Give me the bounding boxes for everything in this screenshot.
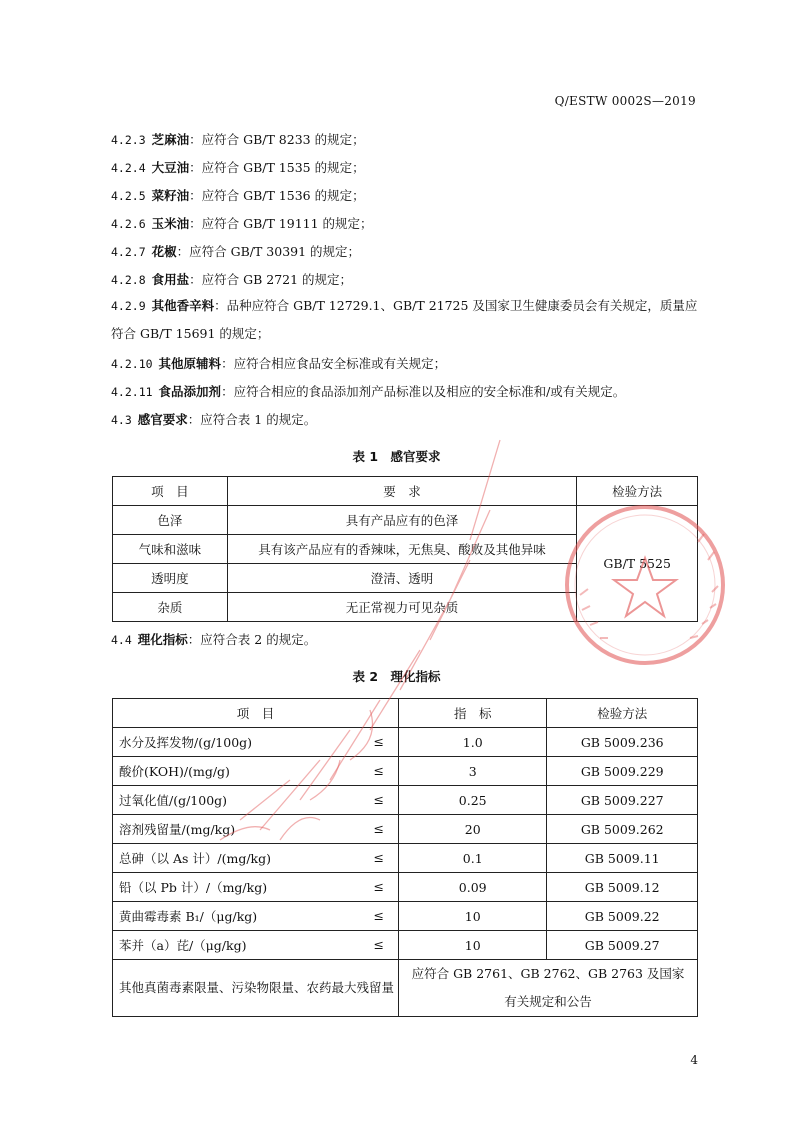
clause-number: 4.2.4 — [111, 161, 146, 175]
row-method: GB 5009.22 — [547, 902, 698, 931]
row-item-label: 黄曲霉毒素 B₁/（μg/kg) — [119, 909, 258, 924]
row-value: 20 — [399, 815, 547, 844]
clause-text: ：应符合表 2 的规定。 — [187, 632, 317, 647]
clause-title: 食品添加剂 — [158, 384, 222, 399]
le-symbol: ≤ — [373, 908, 385, 923]
row-value: 3 — [399, 757, 547, 786]
clause-4-2-4 — [111, 158, 365, 176]
row-item-label: 水分及挥发物/(g/100g) — [119, 735, 253, 750]
clause-text: ：应符合相应的食品添加剂产品标准以及相应的安全标准和/或有关规定。 — [221, 384, 626, 399]
clause-number: 4.2.3 — [111, 133, 146, 147]
row-item-label: 铅（以 Pb 计）/（mg/kg) — [119, 880, 268, 895]
row-item — [113, 815, 399, 844]
row-method: GB 5009.27 — [547, 931, 698, 960]
clause-number: 4.4 — [111, 633, 132, 647]
clause-text: ：应符合 GB/T 8233 的规定； — [189, 132, 365, 147]
table-header-row — [113, 699, 698, 728]
row-value: 0.25 — [399, 786, 547, 815]
table-row — [113, 815, 698, 844]
row-value-merged: 应符合 GB 2761、GB 2762、GB 2763 及国家有关规定和公告 — [399, 960, 698, 1017]
table-1-caption: 表 1 感官要求 — [352, 449, 441, 464]
row-value: 0.1 — [399, 844, 547, 873]
clause-number: 4.2.10 — [111, 357, 153, 371]
le-symbol: ≤ — [373, 792, 385, 807]
clause-4-2-5 — [111, 186, 365, 204]
clause-title: 大豆油 — [151, 160, 190, 175]
header-item: 项 目 — [113, 477, 228, 506]
table-row — [113, 786, 698, 815]
header-method: 检验方法 — [547, 699, 698, 728]
clause-4-2-7 — [111, 242, 360, 260]
clause-title: 食用盐 — [151, 272, 190, 287]
header-method: 检验方法 — [577, 477, 698, 506]
le-symbol: ≤ — [373, 763, 385, 778]
le-symbol: ≤ — [373, 821, 385, 836]
row-method: GB 5009.11 — [547, 844, 698, 873]
sensory-table — [112, 476, 698, 622]
row-requirement: 具有产品应有的色泽 — [227, 506, 577, 535]
table-row — [113, 873, 698, 902]
page-number: 4 — [690, 1053, 698, 1067]
clause-title: 理化指标 — [137, 632, 188, 647]
row-item-label: 过氧化值/(g/100g) — [119, 793, 228, 808]
table-row — [113, 757, 698, 786]
physicochemical-table — [112, 698, 698, 1017]
clause-title: 玉米油 — [151, 216, 190, 231]
row-item: 透明度 — [113, 564, 228, 593]
row-item — [113, 844, 399, 873]
le-symbol: ≤ — [373, 850, 385, 865]
row-item — [113, 902, 399, 931]
clause-number: 4.2.5 — [111, 189, 146, 203]
row-item — [113, 786, 399, 815]
clause-title: 芝麻油 — [151, 132, 190, 147]
row-item: 色泽 — [113, 506, 228, 535]
clause-text: ：应符合 GB/T 19111 的规定； — [189, 216, 373, 231]
table-row — [113, 902, 698, 931]
clause-title: 其他香辛料 — [151, 298, 215, 313]
row-item — [113, 728, 399, 757]
clause-text: ：应符合表 1 的规定。 — [187, 412, 317, 427]
clause-4-2-11 — [111, 382, 625, 400]
row-value: 1.0 — [399, 728, 547, 757]
row-method: GB 5009.229 — [547, 757, 698, 786]
clause-number: 4.2.7 — [111, 245, 146, 259]
clause-number: 4.3 — [111, 413, 132, 427]
document-code: Q/ESTW 0002S—2019 — [554, 94, 696, 108]
table-row — [113, 506, 698, 535]
table-row — [113, 844, 698, 873]
table-row — [113, 931, 698, 960]
row-method: GB 5009.236 — [547, 728, 698, 757]
le-symbol: ≤ — [373, 734, 385, 749]
row-item: 杂质 — [113, 593, 228, 622]
row-requirement: 具有该产品应有的香辣味，无焦臭、酸败及其他异味 — [227, 535, 577, 564]
header-value: 指 标 — [399, 699, 547, 728]
row-item-label: 溶剂残留量/(mg/kg) — [119, 822, 236, 837]
table-row — [113, 728, 698, 757]
clause-4-2-3 — [111, 130, 365, 148]
table-2-caption: 表 2 理化指标 — [352, 669, 441, 684]
row-item: 气味和滋味 — [113, 535, 228, 564]
clause-text: ：应符合 GB/T 30391 的规定； — [176, 244, 361, 259]
clause-number: 4.2.9 — [111, 299, 146, 313]
clause-4-2-10 — [111, 354, 446, 372]
clause-text: ：品种应符合 GB/T 12729.1、GB/T 21725 及国家卫生健康委员会有关规定，质量应符合 GB/T 15691 的规定； — [111, 298, 698, 341]
row-item-label: 总砷（以 As 计）/(mg/kg) — [119, 851, 271, 866]
clause-4-2-6 — [111, 214, 373, 232]
clause-4-3 — [111, 410, 316, 428]
clause-number: 4.2.11 — [111, 385, 153, 399]
row-item — [113, 873, 399, 902]
clause-title: 菜籽油 — [151, 188, 190, 203]
clause-number: 4.2.8 — [111, 273, 146, 287]
clause-title: 花椒 — [151, 244, 177, 259]
row-method: GB 5009.227 — [547, 786, 698, 815]
row-item — [113, 757, 399, 786]
table-row-other — [113, 960, 698, 1017]
clause-text: ：应符合 GB 2721 的规定； — [189, 272, 353, 287]
row-method: GB 5009.262 — [547, 815, 698, 844]
row-requirement: 无正常视力可见杂质 — [227, 593, 577, 622]
clause-4-4 — [111, 630, 316, 648]
clause-title: 感官要求 — [137, 412, 188, 427]
le-symbol: ≤ — [373, 937, 385, 952]
clause-text: ：应符合 GB/T 1536 的规定； — [189, 188, 365, 203]
row-item — [113, 931, 399, 960]
row-item-label: 酸价(KOH)/(mg/g) — [119, 764, 230, 779]
clause-4-2-8 — [111, 270, 352, 288]
clause-title: 其他原辅料 — [158, 356, 222, 371]
row-method: GB/T 5525 — [577, 506, 698, 622]
header-requirement: 要 求 — [227, 477, 577, 506]
row-requirement: 澄清、透明 — [227, 564, 577, 593]
clause-text: ：应符合相应食品安全标准或有关规定； — [221, 356, 447, 371]
clause-4-2-9 — [111, 292, 701, 348]
row-value: 0.09 — [399, 873, 547, 902]
le-symbol: ≤ — [373, 879, 385, 894]
row-value: 10 — [399, 902, 547, 931]
clause-text: ：应符合 GB/T 1535 的规定； — [189, 160, 365, 175]
header-item: 项 目 — [113, 699, 399, 728]
row-item-label: 苯并（a）芘/（μg/kg) — [119, 938, 247, 953]
table-header-row — [113, 477, 698, 506]
row-method: GB 5009.12 — [547, 873, 698, 902]
row-item: 其他真菌毒素限量、污染物限量、农药最大残留量 — [113, 960, 399, 1017]
clause-number: 4.2.6 — [111, 217, 146, 231]
row-value: 10 — [399, 931, 547, 960]
